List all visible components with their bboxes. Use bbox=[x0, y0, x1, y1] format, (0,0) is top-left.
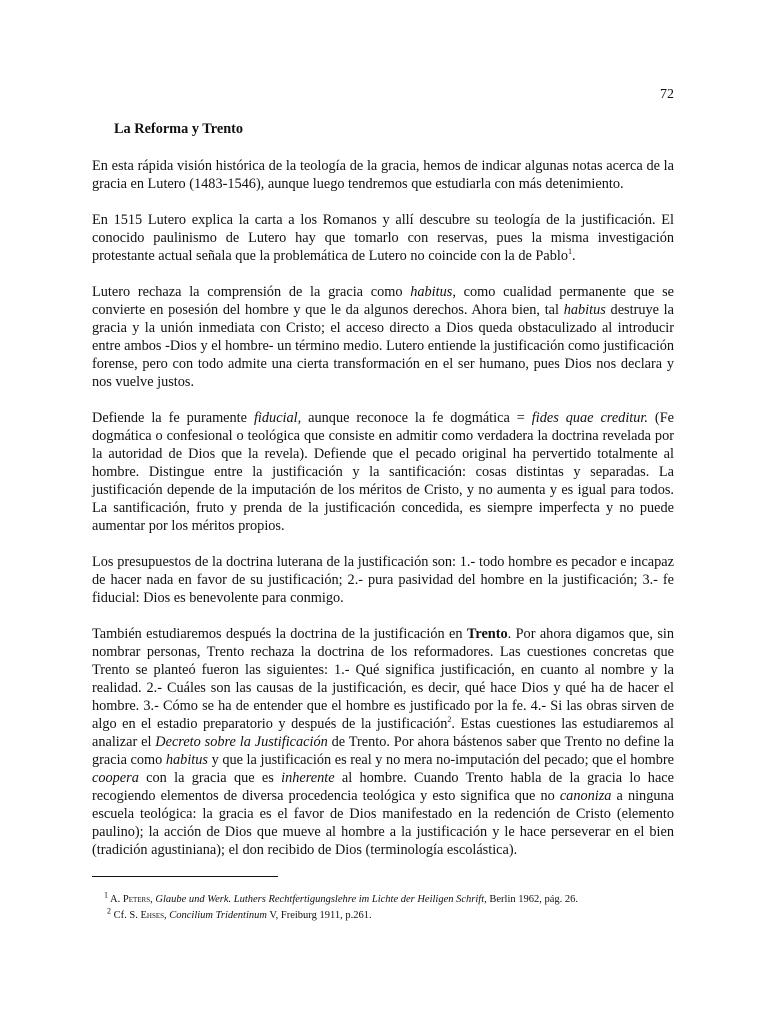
footnote-separator bbox=[92, 876, 278, 877]
footnote-1: $^1$ A. Peters, Glaube und Werk. Luthers Rechtfertigungslehre im Lichte der Heiligen Schrift, Berlin 1962, pág. 26. bbox=[104, 890, 579, 905]
footnote-ref-2: 2 bbox=[447, 715, 452, 725]
paragraph-5: Los presupuestos de la doctrina luterana de la justificación son: 1.- todo hombre es pecador e incapaz de hacer nada en favor de su justificación; 2.- pura pasividad del hombre en la justificación; 3.- fe fiducial: Dios es benevolente para conmigo. bbox=[92, 554, 674, 606]
footnote-ref-1: 1 bbox=[567, 247, 572, 257]
footnote-2: $^2$ Cf. S. Ehses, Concilium Tridentinum V, Freiburg 1911, p.261. bbox=[107, 906, 372, 921]
section-title: La Reforma y Trento bbox=[114, 121, 244, 137]
paragraph-6: También estudiaremos después la doctrina de la justificación en Trento. Por ahora digamos que, sin nombrar personas, Trento rechaza la doctrina de los reformadores. Las cuestiones concretas que Trento se planteó fueron las siguientes: 1.- Qué significa justificación, en cuanto al nombre y la realidad. 2.- Cuáles son las causas de la justificación, es decir, qué hace Dios y qué ha de hacer el hombre. 3.- Cómo se ha de entender que el hombre es justificado por la fe. 4.- Si las obras sirven de algo en el estadio preparatorio y después de la justificación$^2$. Estas cuestiones las estudiaremos al analizar el Decreto sobre la Justificación de Trento. Por ahora bástenos saber que Trento no define la gracia como habitus y que la justificación es real y no mera no-imputación del pecado; que el hombre coopera con la gracia que es inherente al hombre. Cuando Trento habla de la gracia lo hace recogiendo elementos de diversa procedencia teológica y esto significa que no canoniza a ninguna escuela teológica: la gracia es el favor de Dios manifestado en la redención de Cristo (elemento paulino); la acción de Dios que mueve al hombre a la justificación y le hace perseverar en el bien (tradición agustiniana); el don recibido de Dios (terminología escolástica). bbox=[92, 626, 675, 858]
footnotes bbox=[92, 892, 674, 924]
paragraph-2: En 1515 Lutero explica la carta a los Romanos y allí descubre su teología de la justificación. El conocido paulinismo de Lutero hay que tomarlo con reservas, pues la misma investigación protestante actual señala que la problemática de Lutero no coincide con la de Pablo$^1$. bbox=[92, 212, 674, 264]
paragraph-4: Defiende la fe puramente fiducial, aunque reconoce la fe dogmática = fides quae creditur. (Fe dogmática o confesional o teológica que consiste en admitir como verdadera la doctrina revelada por la autoridad de Dios que la revela). Defiende que el pecado original ha pervertido totalmente al hombre. Distingue entre la justificación y la santificación: cosas distintas y separadas. La justificación depende de la imputación de los méritos de Cristo, y no aumenta y es igual para todos. La santificación, fruto y prenda de la justificación concedida, es siempre imperfecta y no puede aumentar por los méritos propios. bbox=[92, 410, 674, 534]
page-number: 72 bbox=[660, 87, 674, 102]
main-content bbox=[92, 120, 674, 877]
paragraph-1: En esta rápida visión histórica de la teología de la gracia, hemos de indicar algunas notas acerca de la gracia en Lutero (1483-1546), aunque luego tendremos que estudiarla con más detenimiento. bbox=[92, 158, 674, 192]
paragraph-3: Lutero rechaza la comprensión de la gracia como habitus, como cualidad permanente que se convierte en posesión del hombre y que le da algunos derechos. Ahora bien, tal habitus destruye la gracia y la unión inmediata con Cristo; el acceso directo a Dios queda obstaculizado al introducir entre ambos -Dios y el hombre- un término medio. Lutero entiende la justificación como justificación forense, pero con todo admite una cierta transformación en el ser humano, pues Dios nos declara y nos vuelve justos. bbox=[92, 284, 675, 390]
